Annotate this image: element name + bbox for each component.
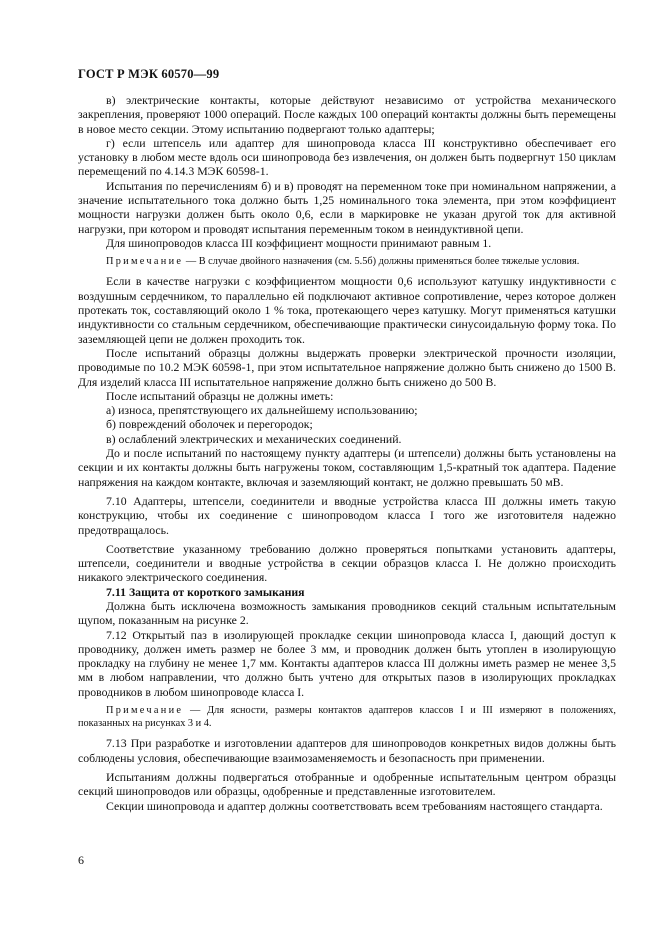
clause-7-12: 7.12 Открытый паз в изолирующей прокладке секции шинопровода класса I, дающий доступ к проводнику, должен иметь размер не более 3 мм, и проводник должен быть утоплен в изолирующую прокладку на глубину не менее 1,7 мм. Контакты адаптеров класса III должны иметь размер не менее 3,5 мм в любом направлении, что должно быть учтено для открытых пазов в изолирующих прокладках проводников в любом шинопроводе класса I. <box>78 627 616 699</box>
paragraph-requirements: Секции шинопровода и адаптер должны соответствовать всем требованиям настоящего стандарта. <box>106 798 603 813</box>
paragraph-power-factor: Для шинопроводов класса III коэффициент мощности принимают равным 1. <box>106 235 492 250</box>
note-label: Примечание <box>106 705 184 717</box>
paragraph-test-conditions: Испытания по перечислениям б) и в) проводят на переменном токе при номинальном напряжении, а значение испытательного тока должно быть 1,25 номинального тока элемента, при этом коэффициент мощности нагрузки должен быть около 0,6, если в маркировке не указан другой ток для активной нагрузки, при котором и проводят испытания переменным током в неиндуктивной цепи. <box>78 178 616 236</box>
paragraph-dielectric-strength: После испытаний образцы должны выдержать проверки электрической прочности изоляции, проводимые по 10.2 МЭК 60598-1, при этом испытательное напряжение должно быть снижено до 1500 В. Для изделий класса III испытательное напряжение должно быть снижено до 500 В. <box>78 345 616 389</box>
paragraph-item-g-class3: г) если штепсель или адаптер для шинопровода класса III конструктивно обеспечивает его установку в любом месте вдоль оси шинопровода без извлечения, он должен быть подвергнут 150 циклам перемещений по 4.14.3 МЭК 60598-1. <box>78 135 616 179</box>
note-2-text: — Для ясности, размеры контактов адаптеров классов I и III измеряют в положениях, показанных на рисунках 3 и 4. <box>78 705 616 730</box>
list-item-v: в) ослаблений электрических и механических соединений. <box>106 431 402 446</box>
document-body <box>78 93 616 813</box>
list-item-b: б) повреждений оболочек и перегородок; <box>106 417 313 432</box>
clause-7-13: 7.13 При разработке и изготовлении адаптеров для шинопроводов конкретных видов должны быть соблюдены условия, обеспечивающие взаимозаменяемость и безопасность при применении. <box>78 736 616 765</box>
paragraph-item-v-contacts: в) электрические контакты, которые действуют независимо от устройства механического закрепления, проверяют 1000 операций. После каждых 100 операций контакты должны быть перемещены в новое место секции. Этому испытанию подвергают только адаптеры; <box>78 93 616 136</box>
standard-header: ГОСТ Р МЭК 60570—99 <box>78 67 220 81</box>
note-2 <box>78 704 616 730</box>
paragraph-approved-samples: Испытаниям должны подвергаться отобранные и одобренные испытательным центром образцы секций шинопроводов или образцы, одобренные и представленные изготовителем. <box>78 770 616 799</box>
note-1-text: — В случае двойного назначения (см. 5.5б) должны применяться более тяжелые условия. <box>183 256 580 268</box>
note-1 <box>78 255 616 268</box>
clause-7-10: 7.10 Адаптеры, штепсели, соединители и вводные устройства класса III должны иметь такую конструкцию, чтобы их соединение с шинопроводом класса I того же изготовителя надежно предотвращалось. <box>78 493 616 537</box>
paragraph-after-tests: После испытаний образцы не должны иметь: <box>106 388 334 403</box>
paragraph-compliance-check: Соответствие указанному требованию должно проверяться попытками установить адаптеры, штепсели, соединители и вводные устройства в секции образцов класса I. Не должно происходить никакого электрического соединения. <box>78 541 616 585</box>
paragraph-inductance-coil: Если в качестве нагрузки с коэффициентом мощности 0,6 используют катушку индуктивности с воздушным сердечником, то параллельно ей подключают активное сопротивление, через которое должен протекать ток, составляющий около 1 % тока, протекающего через катушку. Могут применяться катушки индуктивности со стальным сердечником, обеспечивающие практически синусоидальную форму тока. По заземляющей цепи не должен проходить ток. <box>78 274 616 346</box>
paragraph-voltage-drop: До и после испытаний по настоящему пункту адаптеры (и штепсели) должны быть установлены на секции и их контакты должны быть нагружены током, составляющим 1,5-кратный ток адаптера. Падение напряжения на каждом контакте, включая и заземляющий контакт, не должно превышать 50 мВ. <box>78 446 616 489</box>
page-number: 6 <box>78 853 84 867</box>
note-label: Примечание <box>106 256 184 268</box>
list-item-a: а) износа, препятствующего их дальнейшему использованию; <box>106 403 418 418</box>
paragraph-short-circuit: Должна быть исключена возможность замыкания проводников секций стальным испытательным щупом, показанным на рисунке 2. <box>78 599 616 628</box>
heading-7-11: 7.11 Защита от короткого замыкания <box>106 584 305 599</box>
